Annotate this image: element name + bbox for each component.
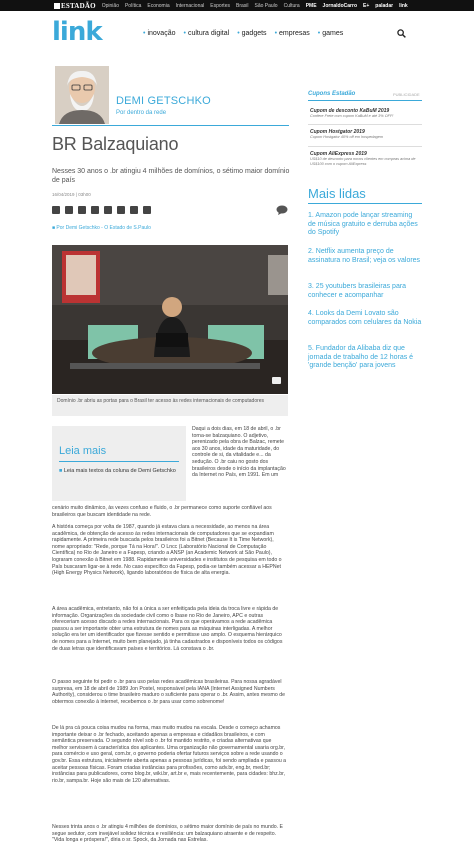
coupon-item[interactable]: Cupom Hostgator 2019 Cupom Hostgator 40% off em hospedagem <box>310 129 384 139</box>
topbar-link[interactable]: JornaldoCarro <box>322 2 357 9</box>
article-paragraph: De lá pra cá pouca coisa mudou na forma, mas muito mudou na escala. Desde o começo achamos importante deixar o .br fechado, aceitando apenas a empresas e cidadãos brasileiros, e com semântica preservada. O segundo nível sob o .br foi mantido restrito, e criadas alternativas que melhor servissem à característica dos aplicantes. Uma organização não governamental usaria org.br, para comércio e uso geral, com.br, o governo poderia ofertar futuros serviços sobre a rede usando o gov.br. Essa estrutura, inicialmente aberta apenas a pessoas jurídicas, foi sendo ampliada e passou a aceitar pessoas físicas. Foram criadas instâncias para profissões, como adv.br, eng.br, med.br; instâncias para publicadores, como blog.br, wiki.br, art.br e, mais recentemente, para cidades: bhz.br, rio.br, sampa.br. Hoje são mais de 120 alternativas. <box>52 725 287 784</box>
advertising-label: PUBLICIDADE <box>393 92 420 97</box>
article-date: 16/04/2019 | 03h00 <box>52 192 91 197</box>
topbar-link[interactable]: São Paulo <box>254 2 278 9</box>
topbar-link[interactable]: Esportes <box>210 2 230 9</box>
article-byline: ■ Por Demi Getschko - O Estado de S.Paulo <box>52 225 151 231</box>
topbar-link[interactable]: E+ <box>363 2 370 9</box>
read-more-box <box>52 426 186 501</box>
topbar-link[interactable]: Internacional <box>175 2 205 9</box>
google-plus-icon[interactable] <box>104 206 112 214</box>
topbar-link[interactable]: Brasil <box>235 2 249 9</box>
divider <box>52 125 289 126</box>
topbar-link[interactable]: paladar <box>375 2 394 9</box>
divider <box>308 100 422 101</box>
author-name[interactable]: DEMI GETSCHKO <box>116 95 211 107</box>
author-avatar <box>55 66 109 124</box>
comment-icon[interactable] <box>276 205 288 215</box>
nav-item-cultura-digital[interactable]: • cultura digital <box>183 30 230 37</box>
link-logo[interactable]: link <box>52 17 102 47</box>
facebook-icon[interactable] <box>52 206 60 214</box>
divider <box>308 203 422 204</box>
article-paragraph: Daqui a dois dias, em 18 de abril, o .br torna-se balzaquiano. O adjetivo, perenizado pela obra de Balzac, remete aos 30 anos, idade da maturidade, do controle de si, da vitalidade e... da sedução. O .br caiu no gosto dos brasileiros desde o início da implantação da Internet no País, em 1991. Em um <box>192 426 286 479</box>
nav-item-gadgets[interactable]: • gadgets <box>237 30 267 37</box>
article-paragraph: cenário muito dinâmico, às vezes confuso e fluido, o .br permanece como suporte confiável aos brasileiros que buscam identidade na rede. <box>52 505 272 518</box>
topbar-link[interactable]: PME <box>305 2 317 9</box>
article-paragraph: A área acadêmica, entretanto, não foi a única a ser enfeitiçada pela ideia da troca livre e rápida de informação. Organizações da sociedade civil como o Ibase no Rio de Janeiro, APC e outras ofereceriam acesso discado a redes internacionais. Para os que operávamos a rede acadêmica passou a ser importante obter uma estrutura de nomes para as máquinas interligadas. A melhor solução era ter um identificador que fizesse sentido e permitisse uso amplo. O esquema hierárquico de nomes para a Internet, muito bem planejado, já tinha cadastrados e disponíveis todos os códigos de duas letras que identificavam países e territórios. Lá constava o .br. <box>52 606 283 652</box>
read-more-link[interactable]: ■ Leia mais textos da coluna de Demi Getschko <box>59 468 176 474</box>
most-read-item[interactable]: 3. 25 youtubers brasileiras para conhecer e acompanhar <box>308 283 407 299</box>
coupon-item[interactable]: Cupom de desconto KaBuM 2019 Confere Frete com cupom KaBuM e até 3% OFF! <box>310 108 394 118</box>
most-read-item[interactable]: 1. Amazon pode lançar streaming de música gratuito e derruba ações do Spotify <box>308 212 418 236</box>
topbar-link[interactable]: Política <box>124 2 142 9</box>
share-bar <box>52 206 151 214</box>
estadao-logo[interactable]: ESTADÃO <box>54 2 96 10</box>
divider <box>308 146 422 147</box>
twitter-icon[interactable] <box>65 206 73 214</box>
coupons-heading[interactable]: Cupons Estadão <box>308 91 356 97</box>
author-subtitle: Por dentro da rede <box>116 110 167 116</box>
article-photo <box>52 245 288 394</box>
article-lede: Nesses 30 anos o .br atingiu 4 milhões de domínios, o sétimo maior domínio de país <box>52 168 290 184</box>
topbar-link[interactable]: link <box>399 2 408 9</box>
top-bar <box>0 0 474 11</box>
most-read-heading: Mais lidas <box>308 186 366 201</box>
site-header <box>0 11 474 49</box>
article-title: BR Balzaquiano <box>52 134 179 154</box>
linkedin-icon[interactable] <box>78 206 86 214</box>
coupon-item[interactable]: Cupom AliExpress 2019 US$10 de desconto para novos clientes em compras acima de US$100 com o cupom AliExpress <box>310 151 416 166</box>
nav-item-empresas[interactable]: • empresas <box>274 30 310 37</box>
main-nav <box>143 30 343 37</box>
topbar-link[interactable]: Opinião <box>101 2 119 9</box>
most-read-item[interactable]: 2. Netflix aumenta preço de assinatura no Brasil; veja os valores <box>308 248 421 264</box>
read-more-heading: Leia mais <box>59 445 107 457</box>
whatsapp-icon[interactable] <box>117 206 125 214</box>
pinterest-icon[interactable] <box>91 206 99 214</box>
topbar-link[interactable]: Cultura <box>283 2 300 9</box>
divider <box>59 461 179 462</box>
article-paragraph: Nesses trinta anos o .br atingiu 4 milhões de domínios, o sétimo maior domínio de país no mundo. E segue sedutor, com invejável solidez técnica e resiliência: um balzaquiano atraente e de respeito. "Vida longa e próspera!", diria o sr. Spock, da Jornada nas Estrelas. <box>52 824 283 844</box>
nav-item-inovacao[interactable]: • inovação <box>143 30 176 37</box>
photo-caption: Domínio .br abriu as portas para o Brasil ter acesso às redes internacionais de computadores <box>52 395 288 416</box>
article-paragraph: O passo seguinte foi pedir o .br para uso pelas redes acadêmicas brasileiras. Para nossa agradável surpresa, em 18 de abril de 1989 Jon Postel, responsável pela IANA (Internet Assigned Numbers Authority), considerou o time brasileiro maduro o suficiente para operar o .br. Assim, antes mesmo de obtermos conexão à internet, recebemos o .br para usar como sobrenome! <box>52 679 285 705</box>
search-icon[interactable] <box>397 29 406 38</box>
article-paragraph: A história começa por volta de 1987, quando já estava clara a necessidade, ao menos na área acadêmica, de obtenção de acesso às redes internacionais de computadores que se expandiam rapidamente. A primeira rede buscada pelos brasileiros foi a Bitnet (Because It is Time Network), nome apropriado: "Rede, porque Tá na Hora!". O Lncc (Laboratório Nacional de Computação Científica) no Rio de Janeiro e a Fapesp, criando a ANSP (an Academic Network at São Paulo), lograram conexão à Bitnet em 1988. Rapidamente universidades e institutos de pesquisa em todo o País buscaram ligar-se à rede. No caso específico da Fapesp, podia-se também acessar a HEPNet (High Energy Physics Network), ligando laboratórios de física de alta energia. <box>52 524 282 577</box>
nav-item-games[interactable]: • games <box>317 30 344 37</box>
topbar-link[interactable]: Economia <box>147 2 170 9</box>
most-read-item[interactable]: 4. Looks da Demi Lovato são comparados com celulares da Nokia <box>308 310 422 326</box>
divider <box>308 124 422 125</box>
print-icon[interactable] <box>143 206 151 214</box>
email-icon[interactable] <box>130 206 138 214</box>
most-read-item[interactable]: 5. Fundador da Alibaba diz que jornada de trabalho de 12 horas é 'grande benção' para jovens <box>308 345 414 369</box>
